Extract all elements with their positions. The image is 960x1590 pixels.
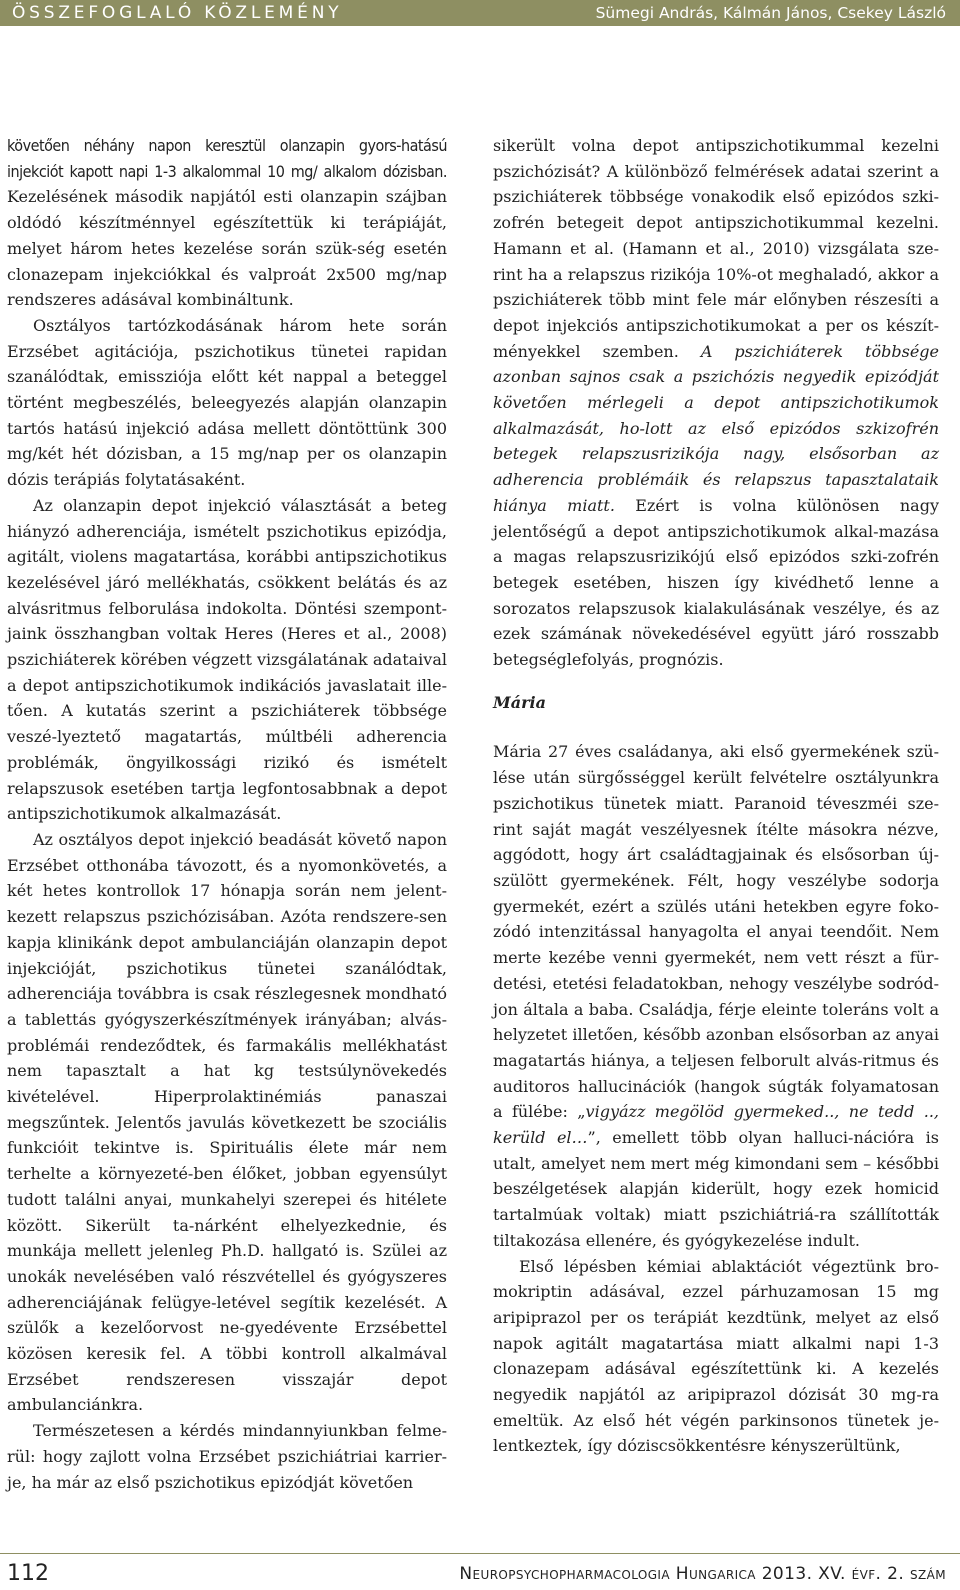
page-number: 112 (7, 1561, 49, 1586)
case-heading: Mária (493, 692, 546, 712)
paragraph: Az osztályos depot injekció beadását követő napon Erzsébet otthonába távozott, és a nyomonkövetés, a két hetes kontrollok 17 hónapja során nem jelent-kezett relapszus pszichózisában. Azóta rendszere-sen kapja klinikánk depot ambulanciáján olanzapin depot injekcióját, pszichotikus tünetei szanálódtak, adherenciája továbbra is csak részlegesnek mondható a tablettás gyógyszerkészítmények irányában; alvás-problémái rendeződtek, és farmakális mellékhatást nem tapasztalt a hat kg testsúlynövekedés kivételével. Hiperprolaktinémiás panaszai megszűntek. Jelentős javulás következett be szociális funkcióit tekintve is. Spirituális élete már nem terhelte a környezeté-ben élőket, jobban egyensúlyt tudott találni anyai, munkahelyi szerepei és hitélete között. Sikerült ta-nárként elhelyezkednie, és munkája mellett jelenleg Ph.D. hallgató is. Szülei az unokák nevelésében való részvétellel és gyógyszeres adherenciájának felügye-letével segítik kezelését. A szülők a kezelőorvost ne-gyedévente Erzsébettel közösen keresik fel. A többi kontroll alkalmával Erzsébet rendszeresen visszajár depot ambulanciánkra. (7, 829, 447, 1415)
paragraph (493, 739, 939, 1253)
left-column (7, 133, 447, 1495)
paragraph (493, 133, 939, 673)
page-header (0, 0, 960, 26)
italic-quote: vigyázz megölöd gyermeked.., ne tedd .., kerüld el… (493, 1102, 939, 1148)
paragraph: Első lépésben kémiai ablaktációt végeztünk bro-mokriptin adásával, ezzel párhuzamosan 15 mg aripiprazol per os terápiát kezdtünk, melyet az első napok agitált magatartása miatt alkalmi napi 1-3 clonazepam adásával egészítettünk ki. A kezelés negyedik napjától az aripiprazol dózisát 30 mg-ra emeltük. Az első hét végén parkinsonos tünetek je-lentkeztek, így dóziscsökkentésre kényszerültünk, (493, 1256, 939, 1456)
text-run: ”, emellett több olyan halluci-nációra is utalt, amelyet nem mert még kimondani sem – későbbi beszélgetések alapján kiderült, hogy ezek homicid tartalmúak voltak) miatt pszichiátriá-ra szállították tiltakozása ellenére, és gyógykezelése indult. (493, 1128, 939, 1250)
paragraph-lead: követően néhány napon keresztül olanzapin gyors-hatású injekciót kapott napi 1-3 alkalommal 10 mg/ alkalom dózisban. (7, 136, 447, 181)
text-run: sikerült volna depot antipszichotikummal kezelni pszichózisát? A különböző felmérések adatai szerint a pszichiáterek többsége vonakodik első epizódos szki-zofrén betegeit depot antipszichotikummal kezelni. Hamann et al. (Hamann et al., 2010) vizsgálata sze-rint ha a relapszus rizikója 10%-ot meghaladó, akkor a pszichiáterek több mint fele már előnyben részesíti a depot injekciós antipszichotikumokat a per os készít-ményekkel szemben. (493, 136, 939, 361)
authors: Sümegi András, Kálmán János, Csekey László (595, 4, 946, 22)
paragraph: Természetesen a kérdés mindannyiunkban felme-rül: hogy zajlott volna Erzsébet pszichiátriai karrier-je, ha már az első pszichotikus epizódját követően (7, 1421, 447, 1492)
footer-rule (0, 1553, 960, 1554)
right-column (493, 133, 939, 1459)
text-run: Mária 27 éves családanya, aki első gyermekének szü-lése után sürgősséggel került felvételre osztályunkra pszichotikus tünetek miatt. Paranoid téveszméi sze-rint saját magát veszélyesnek ítélte másokra nézve, aggódott, hogy árt családtagjainak és elsősorban új-szülött gyermekének. Félt, hogy veszélybe sodorja gyermekét, ezért a szülés utáni hetekben egyre foko-zódó intenzitással hanyagolta el anyai teendőit. Nem merte kezébe venni gyermekét, nem vett részt a für-detési, etetési feladatokban, nehogy veszélybe sodród-jon általa a baba. Családja, férje eleinte toleráns volt a helyzetet illetően, később azonban elsősorban az anyai magatartás hiánya, a teljesen felborult alvás-ritmus és auditoros hallucinációk (hangok súgták folyamatosan a fülébe: „ (493, 742, 939, 1122)
paragraph: Az olanzapin depot injekció választását a beteg hiányzó adherenciája, ismételt pszichotikus epizódja, agitált, violens magatartása, korábbi antipszichotikus kezelésével járó mellékhatás, csökkent belátás és az alvásritmus felborulása indokolta. Döntési szempont-jaink összhangban voltak Heres (Heres et al., 2008) pszichiáterek körében végzett vizsgálatának adataival a depot antipszichotikumok indikációs javaslatait ille-tően. A kutatás szerint a pszichiáterek többsége veszé-lyeztető magatartás, múltbéli adherencia problémák, öngyilkossági rizikó és ismételt relapszusok esetében tartja legfontosabbnak a depot antipszichotikumok alkalmazását. (7, 495, 447, 824)
journal-citation: Neuropsychopharmacologia Hungarica 2013. XV. évf. 2. szám (459, 1564, 946, 1584)
paragraph (7, 133, 447, 313)
text-run: Ezért is volna különösen nagy jelentőségű a depot antipszichotikumok alkal-mazása a magas relapszusrizikójú első epizódos szki-zofrén betegek esetében, hiszen így kivédhető lenne a sorozatos relapszusok kialakulásának veszélye, és az ezek számának növekedésével együtt járó rosszabb betegséglefolyás, prognózis. (493, 495, 939, 670)
section-title: ÖSSZEFOGLALÓ KÖZLEMÉNY (12, 3, 343, 23)
paragraph: Osztályos tartózkodásának három hete során Erzsébet agitációja, pszichotikus tünetei rapidan szanálódtak, emissziója előtt két nappal a beteggel történt megbeszélés, beleegyezés alapján olanzapin tartós hatású injekció adása mellett döntöttünk 300 mg/két hét dózisban, a 15 mg/nap per os olanzapin dózis terápiás folytatásaként. (7, 315, 447, 490)
paragraph-rest: Kezelésének második napjától esti olanzapin szájban oldódó készítménnyel egészítettük ki terápiáját, melyet három hetes kezelése során szük-ség esetén clonazepam injekciókkal és valproát 2x500 mg/nap rendszeres adásával kombináltunk. (7, 187, 447, 310)
italic-text-run: A pszichiáterek többsége azonban sajnos csak a pszichózis negyedik epizódját követően mérlegeli a depot antipszichotikumok alkalmazását, ho-lott az első epizódos szkizofrén betegek relapszusrizikója nagy, elsősorban az adherencia problémáik és relapszus tapasztalataik hiánya miatt. (493, 341, 939, 515)
